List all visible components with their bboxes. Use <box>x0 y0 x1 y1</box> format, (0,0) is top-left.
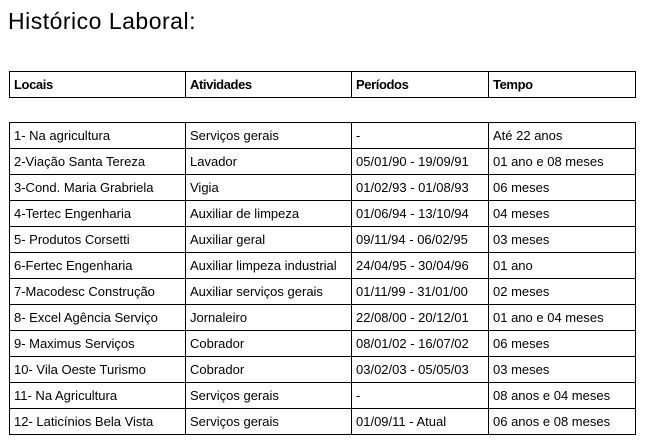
cell-tempo: 03 meses <box>489 357 636 383</box>
cell-tempo: 08 anos e 04 meses <box>489 383 636 409</box>
cell-periodo: - <box>352 123 489 149</box>
header-locais: Locais <box>10 72 186 98</box>
cell-tempo: 06 meses <box>489 331 636 357</box>
cell-periodo: 03/02/03 - 05/05/03 <box>352 357 489 383</box>
cell-periodo: 01/06/94 - 13/10/94 <box>352 201 489 227</box>
cell-local: 9- Maximus Serviços <box>10 331 186 357</box>
cell-tempo: 01 ano e 08 meses <box>489 149 636 175</box>
table-row <box>10 227 636 253</box>
cell-periodo: 08/01/02 - 16/07/02 <box>352 331 489 357</box>
cell-local: 2-Viação Santa Tereza <box>10 149 186 175</box>
cell-atividade: Auxiliar limpeza industrial <box>186 253 352 279</box>
cell-local: 10- Vila Oeste Turismo <box>10 357 186 383</box>
cell-local: 12- Laticínios Bela Vista <box>10 409 186 435</box>
cell-periodo: 01/11/99 - 31/01/00 <box>352 279 489 305</box>
cell-atividade: Serviços gerais <box>186 383 352 409</box>
cell-local: 8- Excel Agência Serviço <box>10 305 186 331</box>
cell-atividade: Auxiliar serviços gerais <box>186 279 352 305</box>
table-row <box>10 201 636 227</box>
cell-local: 5- Produtos Corsetti <box>10 227 186 253</box>
table-row <box>10 149 636 175</box>
header-atividades: Atividades <box>186 72 352 98</box>
cell-tempo: 03 meses <box>489 227 636 253</box>
table-row <box>10 409 636 435</box>
cell-periodo: 09/11/94 - 06/02/95 <box>352 227 489 253</box>
header-row <box>10 72 636 98</box>
header-periodos: Períodos <box>352 72 489 98</box>
cell-periodo: 01/09/11 - Atual <box>352 409 489 435</box>
cell-atividade: Jornaleiro <box>186 305 352 331</box>
cell-atividade: Cobrador <box>186 357 352 383</box>
cell-tempo: 04 meses <box>489 201 636 227</box>
header-tempo: Tempo <box>489 72 636 98</box>
cell-atividade: Auxiliar de limpeza <box>186 201 352 227</box>
cell-tempo: 06 meses <box>489 175 636 201</box>
table-row <box>10 383 636 409</box>
table-header <box>9 71 636 98</box>
cell-atividade: Serviços gerais <box>186 123 352 149</box>
cell-local: 11- Na Agricultura <box>10 383 186 409</box>
cell-atividade: Cobrador <box>186 331 352 357</box>
cell-local: 3-Cond. Maria Grabriela <box>10 175 186 201</box>
cell-tempo: 01 ano e 04 meses <box>489 305 636 331</box>
table-row <box>10 279 636 305</box>
cell-tempo: 06 anos e 08 meses <box>489 409 636 435</box>
cell-periodo: 24/04/95 - 30/04/96 <box>352 253 489 279</box>
table-row <box>10 305 636 331</box>
cell-atividade: Vigia <box>186 175 352 201</box>
table-row <box>10 123 636 149</box>
cell-atividade: Auxiliar geral <box>186 227 352 253</box>
cell-local: 4-Tertec Engenharia <box>10 201 186 227</box>
table-row <box>10 357 636 383</box>
cell-tempo: 01 ano <box>489 253 636 279</box>
cell-tempo: 02 meses <box>489 279 636 305</box>
cell-local: 7-Macodesc Construção <box>10 279 186 305</box>
table-row <box>10 175 636 201</box>
cell-periodo: 01/02/93 - 01/08/93 <box>352 175 489 201</box>
cell-local: 1- Na agricultura <box>10 123 186 149</box>
table-row <box>10 331 636 357</box>
page-title: Histórico Laboral: <box>8 8 196 34</box>
cell-atividade: Serviços gerais <box>186 409 352 435</box>
cell-tempo: Até 22 anos <box>489 123 636 149</box>
cell-periodo: - <box>352 383 489 409</box>
cell-periodo: 05/01/90 - 19/09/91 <box>352 149 489 175</box>
work-history-table <box>9 122 636 435</box>
table-row <box>10 253 636 279</box>
cell-periodo: 22/08/00 - 20/12/01 <box>352 305 489 331</box>
cell-atividade: Lavador <box>186 149 352 175</box>
cell-local: 6-Fertec Engenharia <box>10 253 186 279</box>
